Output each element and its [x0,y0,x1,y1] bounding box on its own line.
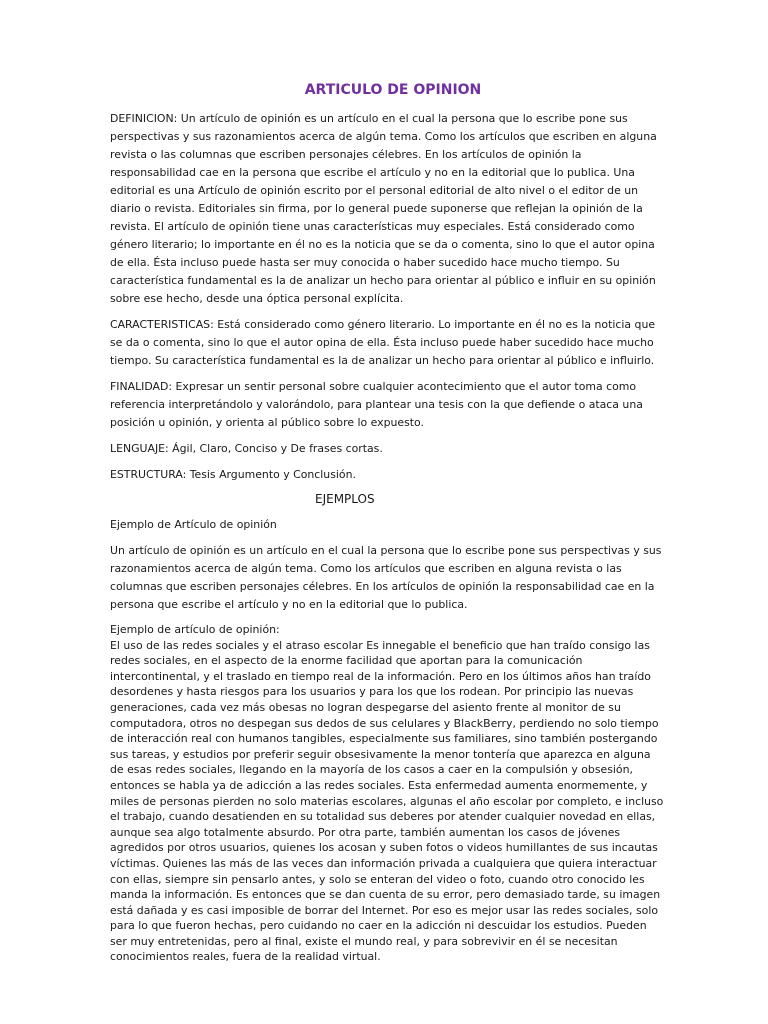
ejemplo2-paragraph: El uso de las redes sociales y el atraso escolar Es innegable el beneficio que han traído consigo las redes sociales, en el aspecto de la enorme facilidad que aportan para la comunicación intercontinental, y el traslado en tiempo real de la información. Pero en los últimos años han traído desordenes y hasta riesgos para los usuarios y para los que los rodean. Por principio las nuevas generaciones, cada vez más obesas no logran despegarse del asiento frente al monitor de su computadora, otros no despegan sus dedos de sus celulares y BlackBerry, perdiendo no solo tiempo de interacción real con humanos tangibles, especialmente sus familiares, sino también postergando sus tareas, y estudios por preferir seguir obsesivamente la menor tontería que aparezca en alguna de esas redes sociales, llegando en la mayoría de los casos a caer en la compulsión y obsesión, entonces se habla ya de adicción a las redes sociales. Esta enfermedad aumenta enormemente, y miles de personas pierden no solo materias escolares, algunas el año escolar por completo, e incluso el trabajo, cuando desatienden en su totalidad sus deberes por atender cualquier novedad en ellas, aunque sea algo totalmente absurdo. Por otra parte, también aumentan los casos de jóvenes agredidos por otros usuarios, quienes los acosan y suben fotos o videos humillantes de sus incautas víctimas. Quienes las más de las veces dan información privada a cualquiera que quiera interactuar con ellas, siempre sin pensarlo antes, y solo se enteran del video o foto, cuando otro conocido les manda la información. Es entonces que se dan cuenta de su error, pero demasiado tarde, su imagen está dañada y es casi imposible de borrar del Internet. Por eso es mejor usar las redes sociales, solo para lo que fueron hechas, pero cuidando no caer en la adicción ni descuidar los estudios. Pueden ser muy entretenidas, pero al final, existe el mundo real, y para sobrevivir en él se necesitan conocimientos reales, fuera de la realidad virtual. [110,638,664,964]
lenguaje-paragraph: LENGUAJE: Ágil, Claro, Conciso y De frases cortas. [110,442,383,455]
finalidad-paragraph: FINALIDAD: Expresar un sentir personal sobre cualquier acontecimiento que el autor toma como referencia interpretándolo y valorándolo, para plantear una tesis con la que defiende o ataca una posición u opinión, y orienta al público sobre lo expuesto. [110,380,643,429]
ejemplo1-paragraph: Un artículo de opinión es un artículo en el cual la persona que lo escribe pone sus perspectivas y sus razonamientos acerca de algún tema. Como los artículos que escriben en alguna revista o las columnas que escriben personajes célebres. En los artículos de opinión la responsabilidad cae en la persona que escribe el artículo y no en la editorial que lo publica. [110,544,662,611]
ejemplo2-title: Ejemplo de artículo de opinión: [110,623,280,636]
document-title: ARTICULO DE OPINION [304,82,482,98]
caracteristicas-paragraph: CARACTERISTICAS: Está considerado como género literario. Lo importante en él no es la noticia que se da o comenta, sino lo que el autor opina de ella. Ésta incluso puede haber sucedido hace mucho tiempo. Su característica fundamental es la de analizar un hecho para orientar al público e influirlo. [110,318,656,367]
ejemplos-heading: EJEMPLOS [315,492,375,506]
estructura-paragraph: ESTRUCTURA: Tesis Argumento y Conclusión. [110,468,356,481]
ejemplo1-title: Ejemplo de Artículo de opinión [110,518,277,531]
definicion-paragraph: DEFINICION: Un artículo de opinión es un artículo en el cual la persona que lo escribe pone sus perspectivas y sus razonamientos acerca de algún tema. Como los artículos que escriben en alguna revista o las columnas que escriben personajes célebres. En los artículos de opinión la responsabilidad cae en la persona que escribe el artículo y no en la editorial que lo publica. Una editorial es una Artículo de opinión escrito por el personal editorial de alto nivel o el editor de un diario o revista. Editoriales sin firma, por lo general puede suponerse que reflejan la opinión de la revista. El artículo de opinión tiene unas características muy especiales. Está considerado como género literario; lo importante en él no es la noticia que se da o comenta, sino lo que el autor opina de ella. Ésta incluso puede hasta ser muy conocida o haber sucedido hace mucho tiempo. Su característica fundamental es la de analizar un hecho para orientar al público e influir en su opinión sobre ese hecho, desde una óptica personal explícita. [110,112,657,305]
